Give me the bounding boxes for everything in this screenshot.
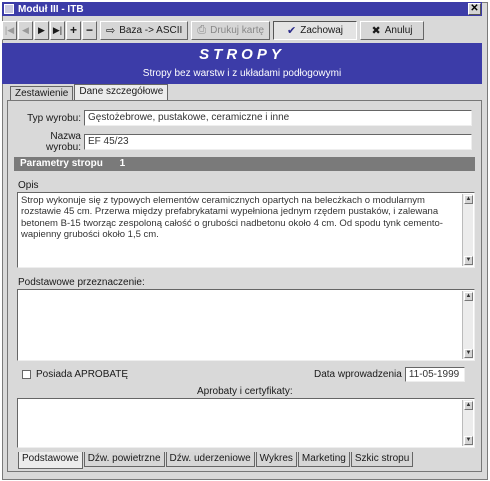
print-card-label: Drukuj kartę	[210, 24, 265, 36]
tab-wykres[interactable]: Wykres	[256, 452, 297, 467]
section-header	[14, 157, 475, 171]
scroll-down-icon[interactable]: ▼	[465, 350, 472, 356]
export-ascii-label: Baza -> ASCII	[119, 24, 183, 36]
title-bar	[2, 2, 482, 16]
page-subtitle: Stropy bez warstw i z układami podłogowymi	[142, 68, 342, 79]
header-banner	[2, 43, 482, 84]
save-button[interactable]	[273, 21, 357, 40]
tab-szkic-stropu[interactable]: Szkic stropu	[351, 452, 413, 467]
cancel-button[interactable]	[360, 21, 424, 40]
scroll-down-icon[interactable]: ▼	[465, 257, 472, 263]
date-field[interactable]: 11-05-1999	[405, 367, 465, 382]
bottom-tabs	[18, 452, 414, 469]
toolbar	[2, 19, 482, 41]
product-name-row	[14, 131, 472, 153]
cancel-x-icon: ✖	[371, 24, 381, 37]
section-number: 1	[119, 158, 126, 169]
first-record-button[interactable]: |◀	[2, 21, 17, 40]
description-textarea[interactable]	[17, 192, 475, 268]
approval-checkbox[interactable]	[22, 369, 128, 380]
checkmark-icon: ✔	[287, 24, 297, 37]
export-ascii-button[interactable]	[100, 21, 188, 40]
date-row	[314, 367, 465, 382]
export-icon: ⇨	[106, 24, 116, 37]
add-record-button[interactable]: +	[66, 21, 81, 40]
printer-icon: ⎙	[197, 23, 207, 36]
top-tabs	[10, 84, 169, 101]
purpose-textarea[interactable]	[17, 289, 475, 361]
purpose-scrollbar[interactable]	[462, 291, 473, 359]
product-type-field[interactable]: Gęstożebrowe, pustakowe, ceramiczne i inne	[84, 110, 472, 126]
description-scrollbar[interactable]	[462, 194, 473, 266]
next-record-button[interactable]: ▶	[34, 21, 49, 40]
tab-dzw-powietrzne[interactable]: Dźw. powietrzne	[84, 452, 165, 467]
product-name-field[interactable]: EF 45/23	[84, 134, 472, 150]
certificates-textarea[interactable]	[17, 398, 475, 448]
tab-dane-szczegolowe[interactable]: Dane szczegółowe	[74, 84, 168, 101]
print-card-button[interactable]	[191, 21, 270, 40]
app-icon	[4, 4, 14, 14]
delete-record-button[interactable]: −	[82, 21, 97, 40]
date-label: Data wprowadzenia	[314, 369, 402, 380]
description-label: Opis	[18, 180, 39, 191]
section-title: Parametry stropu	[20, 158, 103, 169]
tab-podstawowe[interactable]: Podstawowe	[18, 452, 83, 469]
window-title: Moduł III - ITB	[18, 3, 84, 15]
cancel-label: Anuluj	[384, 24, 413, 36]
scroll-up-icon[interactable]: ▲	[465, 196, 472, 202]
tab-zestawienie[interactable]: Zestawienie	[10, 86, 73, 101]
approval-checkbox-label: Posiada APROBATĘ	[36, 369, 129, 380]
tab-marketing[interactable]: Marketing	[298, 452, 350, 467]
scroll-up-icon[interactable]: ▲	[465, 293, 472, 299]
last-record-button[interactable]: ▶|	[50, 21, 65, 40]
product-type-label: Typ wyrobu:	[27, 112, 81, 124]
purpose-label: Podstawowe przeznaczenie:	[18, 277, 145, 288]
description-text: Strop wykonuje się z typowych elementów ceramicznych opartych na belecżkach o modularnym rozstawie 45 cm. Przerwa między prefabrykatami wypełniona jednym rzędem pustaków, i zalewana betonem B-15 tworząc zespoloną całość o grubości nadbetonu około 4 cm. Od spodu tynk cemento-wapienny grubości około 1,5 cm.	[21, 195, 443, 240]
prev-record-button[interactable]: ◀	[18, 21, 33, 40]
page-title: STROPY	[199, 46, 285, 63]
certificates-scrollbar[interactable]	[462, 400, 473, 446]
product-name-label: Nazwa wyrobu:	[45, 131, 81, 153]
tab-dzw-uderzeniowe[interactable]: Dźw. uderzeniowe	[166, 452, 255, 467]
scroll-up-icon[interactable]: ▲	[465, 402, 472, 408]
close-icon[interactable]: ✕	[468, 3, 481, 15]
certificates-label: Aprobaty i certyfikaty:	[197, 386, 293, 397]
save-label: Zachowaj	[300, 24, 344, 36]
checkbox-box[interactable]	[22, 370, 31, 379]
scroll-down-icon[interactable]: ▼	[465, 437, 472, 443]
product-type-row	[14, 110, 472, 126]
